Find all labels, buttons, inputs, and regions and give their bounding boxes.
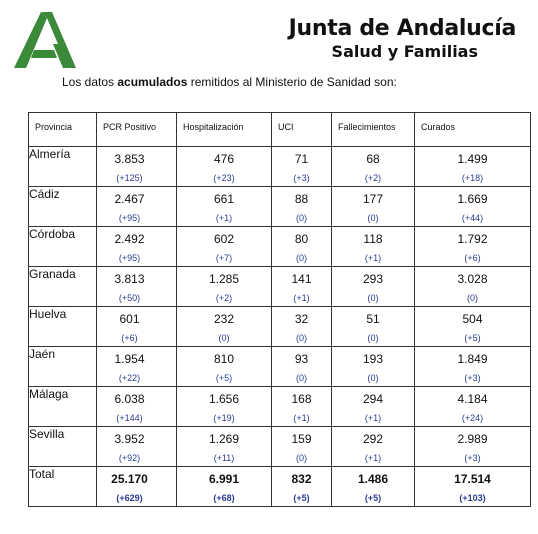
cell-delta: (+103): [459, 493, 486, 503]
cell-delta: (+1): [293, 413, 310, 423]
cell-delta: (0): [367, 213, 379, 223]
data-cell: [415, 467, 531, 507]
data-cell: [97, 147, 177, 187]
table-row: [29, 307, 531, 347]
province-cell: Almería: [29, 147, 97, 187]
data-cell: [177, 227, 272, 267]
brand-title: Junta de Andalucía: [288, 16, 516, 41]
cell-value: 504: [462, 312, 483, 326]
cell-value: 2.989: [457, 432, 488, 446]
cell-delta: (+7): [215, 253, 233, 263]
cell-value: 476: [213, 152, 235, 166]
table-row: [29, 267, 531, 307]
cell-value: 602: [213, 232, 235, 246]
cell-delta: (+1): [364, 253, 382, 263]
data-cell: [97, 427, 177, 467]
province-cell: Total: [29, 467, 97, 507]
data-cell: [332, 427, 415, 467]
cell-delta: (0): [367, 373, 379, 383]
data-cell: [97, 307, 177, 347]
data-cell: [415, 267, 531, 307]
province-cell: Sevilla: [29, 427, 97, 467]
data-cell: [332, 147, 415, 187]
cell-delta: (0): [296, 253, 307, 263]
data-cell: [177, 267, 272, 307]
cell-delta: (+50): [118, 293, 141, 303]
col-header: Hospitalización: [177, 113, 272, 147]
cell-value: 3.853: [114, 152, 145, 166]
cell-delta: (+95): [118, 253, 141, 263]
cell-value: 3.028: [457, 272, 488, 286]
cell-value: 25.170: [111, 472, 148, 486]
cell-delta: (+92): [118, 453, 141, 463]
cell-value: 88: [294, 192, 309, 206]
cell-value: 159: [291, 432, 312, 446]
cell-value: 141: [291, 272, 312, 286]
data-table: [28, 112, 531, 507]
data-cell: [177, 467, 272, 507]
col-header: PCR Positivo: [97, 113, 177, 147]
intro-before: Los datos: [62, 75, 118, 89]
cell-delta: (+3): [464, 373, 481, 383]
cell-value: 3.813: [114, 272, 145, 286]
cell-delta: (0): [367, 333, 379, 343]
cell-value: 601: [119, 312, 140, 326]
cell-value: 1.849: [457, 352, 488, 366]
table-row: [29, 347, 531, 387]
cell-value: 71: [294, 152, 309, 166]
table-row: [29, 387, 531, 427]
cell-value: 2.492: [114, 232, 145, 246]
data-cell: [177, 147, 272, 187]
cell-value: 17.514: [454, 472, 491, 486]
cell-delta: (+24): [461, 413, 484, 423]
data-cell: [272, 387, 332, 427]
cell-value: 68: [366, 152, 380, 166]
cell-delta: (+22): [118, 373, 141, 383]
cell-delta: (+2): [215, 293, 233, 303]
cell-value: 6.038: [114, 392, 145, 406]
data-cell: [177, 387, 272, 427]
cell-value: 51: [366, 312, 380, 326]
cell-delta: (+5): [215, 373, 233, 383]
col-header: Fallecimientos: [332, 113, 415, 147]
data-cell: [97, 187, 177, 227]
data-cell: [332, 227, 415, 267]
data-cell: [177, 347, 272, 387]
cell-delta: (+95): [118, 213, 141, 223]
data-cell: [272, 427, 332, 467]
cell-delta: (+5): [464, 333, 481, 343]
data-cell: [415, 347, 531, 387]
cell-value: 1.669: [457, 192, 488, 206]
cell-value: 6.991: [208, 472, 240, 486]
cell-value: 810: [213, 352, 235, 366]
data-cell: [415, 227, 531, 267]
cell-value: 1.954: [114, 352, 145, 366]
data-cell: [97, 347, 177, 387]
cell-delta: (+3): [464, 453, 481, 463]
cell-value: 1.499: [457, 152, 488, 166]
cell-delta: (0): [296, 453, 307, 463]
data-cell: [97, 227, 177, 267]
cell-delta: (+1): [293, 293, 310, 303]
data-cell: [332, 467, 415, 507]
cell-delta: (0): [467, 293, 478, 303]
cell-delta: (+2): [364, 173, 382, 183]
table-row: [29, 187, 531, 227]
cell-delta: (0): [218, 333, 230, 343]
cell-value: 292: [362, 432, 384, 446]
cell-delta: (+1): [215, 213, 233, 223]
cell-delta: (+5): [364, 493, 382, 503]
cell-delta: (+1): [364, 453, 382, 463]
cell-delta: (+6): [121, 333, 138, 343]
table-row: [29, 227, 531, 267]
intro-text: [62, 75, 397, 89]
cell-value: 294: [362, 392, 384, 406]
cell-value: 1.656: [208, 392, 240, 406]
cell-value: 1.285: [208, 272, 240, 286]
cell-value: 80: [294, 232, 309, 246]
cell-delta: (+68): [213, 493, 235, 503]
cell-value: 832: [291, 472, 312, 486]
data-cell: [272, 347, 332, 387]
table-row: [29, 427, 531, 467]
cell-value: 118: [363, 232, 383, 246]
header: [0, 0, 538, 72]
cell-value: 1.792: [457, 232, 488, 246]
cell-value: 2.467: [114, 192, 145, 206]
cell-delta: (0): [296, 213, 307, 223]
junta-andalucia-logo-icon: [14, 10, 78, 70]
data-cell: [332, 187, 415, 227]
data-cell: [332, 267, 415, 307]
cell-value: 661: [213, 192, 235, 206]
cell-delta: (+11): [213, 453, 235, 463]
data-cell: [272, 267, 332, 307]
cell-delta: (+18): [461, 173, 484, 183]
data-cell: [272, 227, 332, 267]
province-cell: Cádiz: [29, 187, 97, 227]
cell-delta: (+144): [116, 413, 143, 423]
cell-delta: (+1): [364, 413, 382, 423]
province-cell: Jaén: [29, 347, 97, 387]
data-cell: [272, 147, 332, 187]
brand-subtitle: Salud y Familias: [331, 42, 478, 61]
data-cell: [415, 307, 531, 347]
cell-delta: (0): [367, 293, 379, 303]
cell-delta: (+44): [461, 213, 484, 223]
data-cell: [177, 427, 272, 467]
cell-delta: (+19): [213, 413, 235, 423]
cell-value: 4.184: [457, 392, 488, 406]
table-row: [29, 147, 531, 187]
cell-value: 32: [294, 312, 309, 326]
data-cell: [272, 187, 332, 227]
province-cell: Córdoba: [29, 227, 97, 267]
data-cell: [415, 427, 531, 467]
cell-value: 1.269: [208, 432, 240, 446]
data-cell: [272, 307, 332, 347]
cell-value: 1.486: [357, 472, 389, 486]
data-cell: [415, 147, 531, 187]
cell-delta: (0): [296, 333, 307, 343]
data-cell: [415, 187, 531, 227]
data-cell: [97, 387, 177, 427]
cell-delta: (+6): [464, 253, 481, 263]
cell-delta: (+629): [116, 493, 143, 503]
cell-value: 93: [294, 352, 309, 366]
cell-delta: (0): [296, 373, 307, 383]
cell-value: 293: [362, 272, 384, 286]
col-header: Curados: [415, 113, 531, 147]
data-cell: [415, 387, 531, 427]
intro-after: remitidos al Ministerio de Sanidad son:: [187, 75, 397, 89]
data-cell: [97, 267, 177, 307]
data-cell: [332, 347, 415, 387]
col-header: UCI: [272, 113, 332, 147]
cell-value: 193: [362, 352, 384, 366]
cell-delta: (+3): [293, 173, 310, 183]
header-row: [29, 113, 531, 147]
cell-value: 177: [362, 192, 384, 206]
province-cell: Málaga: [29, 387, 97, 427]
cell-value: 3.952: [114, 432, 145, 446]
cell-delta: (+125): [116, 173, 143, 183]
cell-value: 232: [213, 312, 235, 326]
cell-value: 168: [291, 392, 312, 406]
cell-delta: (+5): [293, 493, 310, 503]
data-cell: [177, 187, 272, 227]
total-row: [29, 467, 531, 507]
cell-delta: (+23): [213, 173, 235, 183]
province-cell: Granada: [29, 267, 97, 307]
data-cell: [332, 387, 415, 427]
intro-bold: acumulados: [117, 75, 188, 89]
data-cell: [332, 307, 415, 347]
province-cell: Huelva: [29, 307, 97, 347]
data-cell: [177, 307, 272, 347]
data-cell: [97, 467, 177, 507]
col-header: Provincia: [29, 113, 97, 147]
data-cell: [272, 467, 332, 507]
